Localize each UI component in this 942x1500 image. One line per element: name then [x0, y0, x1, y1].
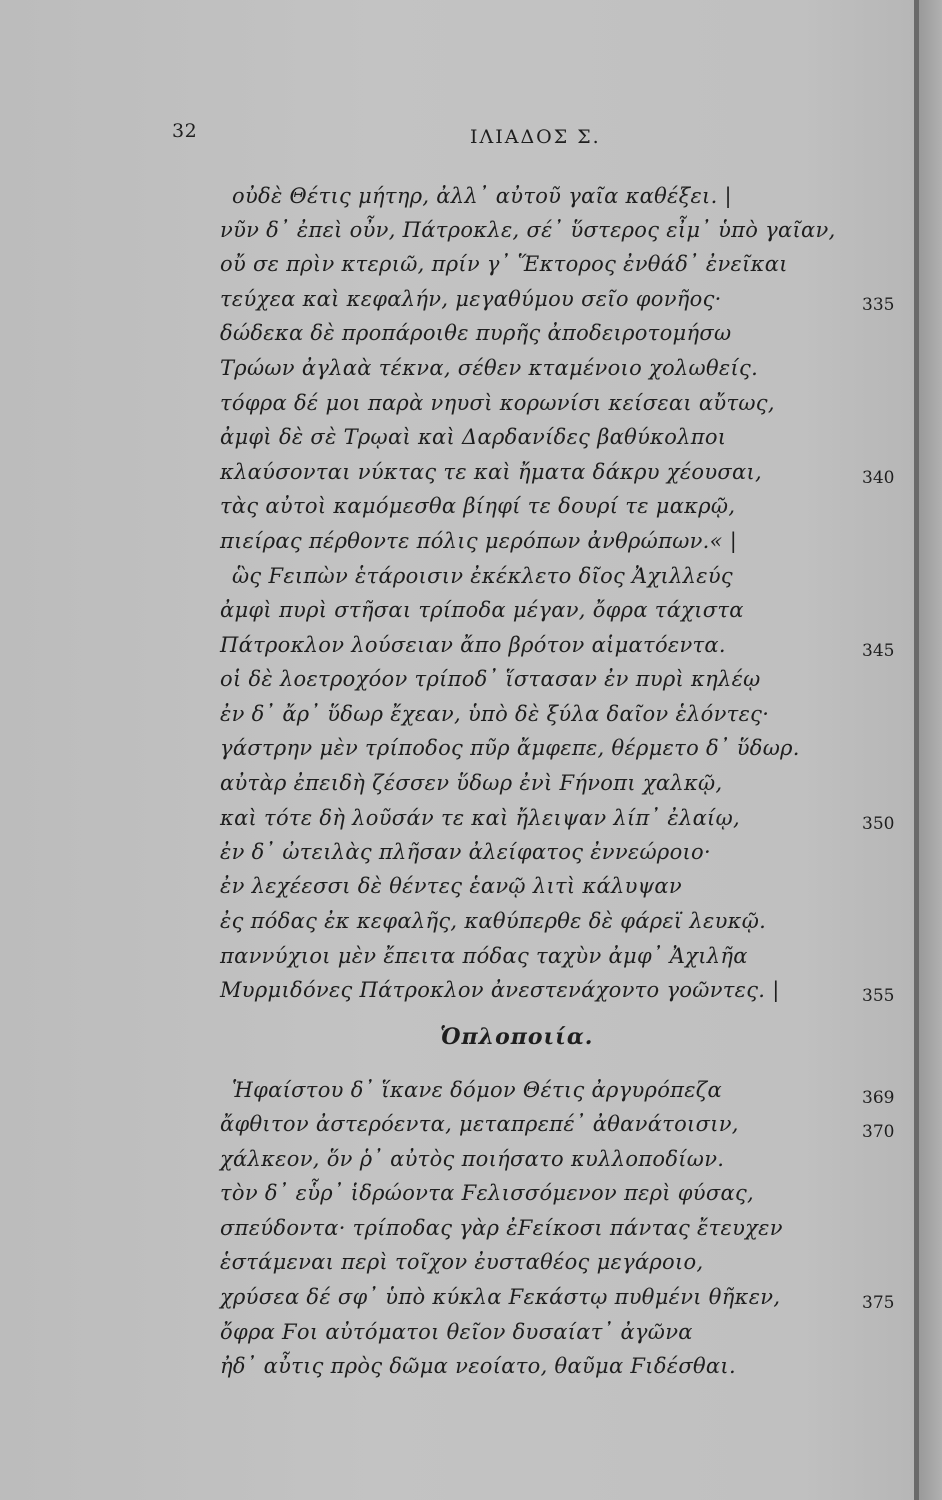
verse-line: Πάτροκλον λούσειαν ἄπο βρότον αἱματόεντα. — [220, 633, 726, 657]
section-heading: Ὁπλοποιία. — [440, 1024, 594, 1050]
verse-line: γάστρην μὲν τρίποδος πῦρ ἄμφεπε, θέρμετο δ᾽ ὕδωρ. — [220, 736, 800, 760]
verse-line: ὣς Ϝειπὼν ἑτάροισιν ἐκέκλετο δῖος Ἀχιλλεύς — [232, 564, 733, 588]
line-number: 350 — [862, 814, 895, 834]
verse-line: Ἡφαίστου δ᾽ ἵκανε δόμον Θέτις ἀργυρόπεζα — [232, 1078, 722, 1102]
line-number: 340 — [862, 468, 895, 488]
verse-line: ἐν δ᾽ ἄρ᾽ ὕδωρ ἔχεαν, ὑπὸ δὲ ξύλα δαῖον ἑλόντες· — [220, 702, 770, 726]
verse-line: ἀμφὶ πυρὶ στῆσαι τρίποδα μέγαν, ὄφρα τάχιστα — [220, 598, 744, 622]
verse-line: ἀμφὶ δὲ σὲ Τρῳαὶ καὶ Δαρδανίδες βαθύκολποι — [220, 425, 727, 449]
verse-line: πιείρας πέρθοντε πόλις μερόπων ἀνθρώπων.« | — [220, 529, 738, 553]
verse-line: ἑστάμεναι περὶ τοῖχον ἐυσταθέος μεγάροιο, — [220, 1250, 704, 1274]
verse-line: ἄφθιτον ἀστερόεντα, μεταπρεπέ᾽ ἀθανάτοισιν, — [220, 1112, 739, 1136]
verse-line: οὔ σε πρὶν κτεριῶ, πρίν γ᾽ Ἕκτορος ἐνθάδ᾽ ἐνεῖκαι — [220, 252, 788, 276]
verse-line: αὐτὰρ ἐπειδὴ ζέσσεν ὕδωρ ἐνὶ Ϝήνοπι χαλκῷ, — [220, 771, 723, 795]
verse-line: Τρώων ἀγλαὰ τέκνα, σέθεν κταμένοιο χολωθείς. — [220, 356, 759, 380]
verse-line: χρύσεα δέ σφ᾽ ὑπὸ κύκλα Ϝεκάστῳ πυθμένι θῆκεν, — [220, 1285, 781, 1309]
verse-line: κλαύσονται νύκτας τε καὶ ἤματα δάκρυ χέουσαι, — [220, 460, 763, 484]
verse-line: οἱ δὲ λοετροχόον τρίποδ᾽ ἵστασαν ἐν πυρὶ κηλέῳ — [220, 667, 761, 691]
line-number: 370 — [862, 1122, 895, 1142]
verse-line: ἐν λεχέεσσι δὲ θέντες ἑανῷ λιτὶ κάλυψαν — [220, 874, 682, 898]
verse-line: Μυρμιδόνες Πάτροκλον ἀνεστενάχοντο γοῶντες. | — [220, 978, 780, 1002]
line-number: 375 — [862, 1293, 895, 1313]
verse-line: ἠδ᾽ αὖτις πρὸς δῶμα νεοίατο, θαῦμα Ϝιδέσθαι. — [220, 1354, 736, 1378]
verse-line: σπεύδοντα· τρίποδας γὰρ ἐϜείκοσι πάντας ἔτευχεν — [220, 1216, 783, 1240]
verse-line: οὐδὲ Θέτις μήτηρ, ἀλλ᾽ αὐτοῦ γαῖα καθέξει. | — [232, 184, 732, 208]
line-number: 335 — [862, 295, 895, 315]
verse-line: νῦν δ᾽ ἐπεὶ οὖν, Πάτροκλε, σέ᾽ ὕστερος εἶμ᾽ ὑπὸ γαῖαν, — [220, 218, 836, 242]
next-page-edge — [919, 0, 942, 1500]
verse-line: παννύχιοι μὲν ἔπειτα πόδας ταχὺν ἀμφ᾽ Ἀχιλῆα — [220, 944, 748, 968]
line-number: 369 — [862, 1088, 895, 1108]
verse-line: τεύχεα καὶ κεφαλήν, μεγαθύμου σεῖο φονῆος· — [220, 287, 722, 311]
verse-line: τὸν δ᾽ εὗρ᾽ ἱδρώοντα Ϝελισσόμενον περὶ φύσας, — [220, 1181, 755, 1205]
verse-line: ἐν δ᾽ ὠτειλὰς πλῆσαν ἀλείφατος ἐννεώροιο· — [220, 840, 711, 864]
verse-line: τὰς αὐτοὶ καμόμεσθα βίηφί τε δουρί τε μακρῷ, — [220, 494, 736, 518]
line-number: 355 — [862, 986, 895, 1006]
running-head: ΙΛΙΑΔΟΣ Σ. — [470, 126, 601, 148]
verse-line: δώδεκα δὲ προπάροιθε πυρῆς ἀποδειροτομήσω — [220, 321, 732, 345]
verse-line: ἐς πόδας ἐκ κεφαλῆς, καθύπερθε δὲ φάρεϊ λευκῷ. — [220, 909, 767, 933]
verse-line: καὶ τότε δὴ λοῦσάν τε καὶ ἤλειψαν λίπ᾽ ἐλαίῳ, — [220, 806, 740, 830]
line-number: 345 — [862, 641, 895, 661]
page-number: 32 — [172, 120, 198, 142]
verse-line: χάλκεον, ὅν ῥ᾽ αὐτὸς ποιήσατο κυλλοποδίων. — [220, 1147, 725, 1171]
verse-line: ὄφρα Ϝοι αὐτόματοι θεῖον δυσαίατ᾽ ἀγῶνα — [220, 1320, 693, 1344]
verse-line: τόφρα δέ μοι παρὰ νηυσὶ κορωνίσι κείσεαι αὔτως, — [220, 391, 775, 415]
